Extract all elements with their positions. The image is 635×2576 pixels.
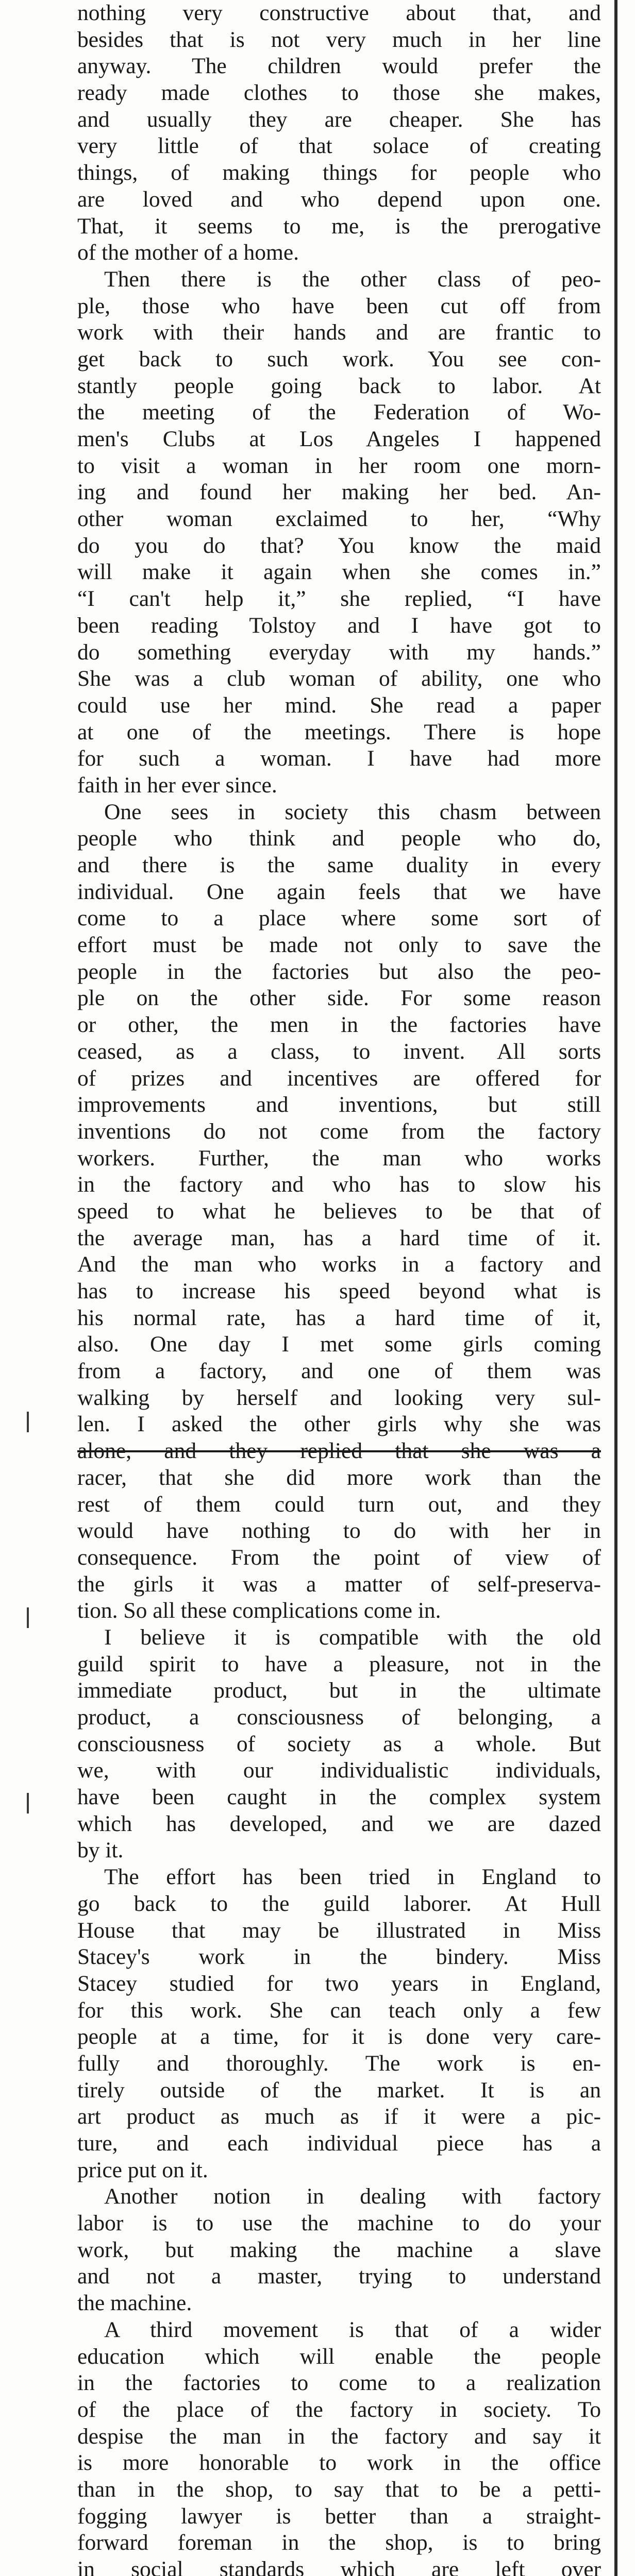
article-text-line: would have nothing to do with her in — [77, 1518, 601, 1544]
article-text-line: get back to such work. You see con- — [77, 346, 601, 371]
article-text-line: inventions do not come from the factory — [77, 1118, 601, 1144]
article-text-line: could use her mind. She read a paper — [77, 692, 601, 718]
article-text-line: we, with our individualistic individuals, — [77, 1758, 601, 1783]
article-text-line: improvements and inventions, but still — [77, 1092, 601, 1117]
article-text-line: by it. — [77, 1838, 124, 1863]
article-text-line: do something everyday with my hands.” — [77, 639, 601, 665]
article-text-line: ple on the other side. For some reason — [77, 986, 601, 1011]
article-text-line: are loved and who depend upon one. — [77, 187, 601, 212]
article-text-line: fogging lawyer is better than a straight- — [77, 2503, 601, 2529]
article-text-line: do you do that? You know the maid — [77, 533, 601, 558]
article-text-line: speed to what he believes to be that of — [77, 1198, 601, 1224]
article-text-line: Another notion in dealing with factory — [104, 2184, 601, 2209]
article-text-line: alone, and they replied that she was a — [77, 1438, 601, 1464]
article-text-line: for such a woman. I have had more — [77, 746, 601, 771]
article-text-line: people at a time, for it is done very care- — [77, 2024, 601, 2049]
article-text-line: work, but making the machine a slave — [77, 2237, 601, 2262]
article-text-line: ple, those who have been cut off from — [77, 293, 601, 318]
article-text-line: the girls it was a matter of self-preserva- — [77, 1571, 601, 1597]
article-text-line: racer, that she did more work than the — [77, 1465, 601, 1490]
article-text-line: of the mother of a home. — [77, 240, 299, 265]
article-text-line: art product as much as if it were a pic- — [77, 2104, 601, 2129]
article-text-line: consciousness of society as a whole. But — [77, 1731, 601, 1756]
article-text-line: the meeting of the Federation of Wo- — [77, 400, 601, 425]
article-text-line: forward foreman in the shop, is to bring — [77, 2530, 601, 2555]
article-text-line: House that may be illustrated in Miss — [77, 1918, 601, 1943]
article-text-line: walking by herself and looking very sul- — [77, 1385, 601, 1410]
article-text-line: his normal rate, has a hard time of it, — [77, 1305, 601, 1330]
article-text-line: Stacey's work in the bindery. Miss — [77, 1944, 601, 1970]
article-text-line: stantly people going back to labor. At — [77, 373, 601, 398]
article-text-line: labor is to use the machine to do your — [77, 2211, 601, 2236]
article-text-line: ing and found her making her bed. An- — [77, 480, 601, 505]
article-text-line: fully and thoroughly. The work is en- — [77, 2050, 601, 2076]
article-text-line: “I can't help it,” she replied, “I have — [77, 586, 601, 612]
article-text-line: tirely outside of the market. It is an — [77, 2077, 601, 2103]
article-text-line: Stacey studied for two years in England, — [77, 1971, 601, 1996]
article-text-line: at one of the meetings. There is hope — [77, 719, 601, 744]
article-text-line: One sees in society this chasm between — [104, 799, 601, 824]
article-text-line: and usually they are cheaper. She has — [77, 107, 601, 132]
article-text-line: have been caught in the complex system — [77, 1785, 601, 1810]
article-text-line: effort must be made not only to save the — [77, 933, 601, 958]
margin-mark — [27, 1793, 29, 1814]
article-text-line: despise the man in the factory and say it — [77, 2424, 601, 2449]
article-text-line: ready made clothes to those she makes, — [77, 80, 601, 106]
article-text-line: very little of that solace of creating — [77, 133, 601, 159]
article-text-line: to visit a woman in her room one morn- — [77, 453, 601, 478]
article-text-line: is more honorable to work in the office — [77, 2450, 601, 2476]
article-text-line: education which will enable the people — [77, 2344, 601, 2369]
article-text-line: people who think and people who do, — [77, 826, 601, 851]
article-text-line: guild spirit to have a pleasure, not in the — [77, 1651, 601, 1676]
article-text-line: in the factories to come to a realization — [77, 2370, 601, 2396]
article-text-line: been reading Tolstoy and I have got to — [77, 613, 601, 638]
article-text-line: the average man, has a hard time of it. — [77, 1225, 601, 1250]
article-text-line: work with their hands and are frantic to — [77, 320, 601, 345]
article-text-line: of prizes and incentives are offered for — [77, 1065, 601, 1091]
article-text-line: nothing very constructive about that, and — [77, 1, 601, 25]
article-text-line: workers. Further, the man who works — [77, 1145, 601, 1171]
article-text-line: The effort has been tried in England to — [104, 1865, 601, 1890]
article-text-line: tion. So all these complications come in. — [77, 1598, 441, 1623]
article-text-line: product, a consciousness of belonging, a — [77, 1705, 601, 1730]
article-text-line: things, of making things for people who — [77, 160, 601, 185]
article-text-line: I believe it is compatible with the old — [104, 1624, 601, 1650]
article-text-line: Then there is the other class of peo- — [104, 266, 601, 292]
article-text-line: other woman exclaimed to her, “Why — [77, 506, 601, 532]
article-text-line: men's Clubs at Los Angeles I happened — [77, 427, 601, 451]
article-text-line: ture, and each individual piece has a — [77, 2131, 601, 2156]
article-text-line: A third movement is that of a wider — [104, 2317, 601, 2342]
article-text-line: in social standards which are left over — [77, 2557, 601, 2576]
article-text-line: price put on it. — [77, 2157, 208, 2182]
article-text-line: of the place of the factory in society. To — [77, 2397, 601, 2422]
article-text-line: len. I asked the other girls why she was — [77, 1412, 601, 1437]
article-text-line: for this work. She can teach only a few — [77, 1997, 601, 2023]
article-text-line: and there is the same duality in every — [77, 853, 601, 877]
article-text-line: go back to the guild laborer. At Hull — [77, 1891, 601, 1916]
article-text-line: and not a master, trying to understand — [77, 2264, 601, 2289]
article-text-line: come to a place where some sort of — [77, 906, 601, 931]
article-text-line: immediate product, but in the ultimate — [77, 1678, 601, 1703]
article-text-line: individual. One again feels that we have — [77, 879, 601, 904]
article-text-line: than in the shop, to say that to be a petti- — [77, 2477, 601, 2502]
column-rule-right — [614, 0, 617, 2576]
article-text-line: rest of them could turn out, and they — [77, 1492, 601, 1517]
article-text-line: has to increase his speed beyond what is — [77, 1279, 601, 1303]
article-text-line: in the factory and who has to slow his — [77, 1172, 601, 1197]
margin-mark — [27, 1607, 29, 1628]
article-text-line: the machine. — [77, 2291, 192, 2316]
article-text-line: or other, the men in the factories have — [77, 1012, 601, 1038]
article-text-line: And the man who works in a factory and — [77, 1252, 601, 1277]
article-text-line: which has developed, and we are dazed — [77, 1811, 601, 1836]
article-text-line: That, it seems to me, is the prerogative — [77, 213, 601, 239]
article-text-line: besides that is not very much in her line — [77, 27, 601, 52]
article-text-line: consequence. From the point of view of — [77, 1545, 601, 1570]
article-text-line: faith in her ever since. — [77, 772, 277, 798]
article-text-line: also. One day I met some girls coming — [77, 1332, 601, 1357]
article-text-line: ceased, as a class, to invent. All sorts — [77, 1039, 601, 1064]
article-text-line: from a factory, and one of them was — [77, 1359, 601, 1384]
article-text-line: anyway. The children would prefer the — [77, 54, 601, 79]
margin-mark — [27, 1412, 29, 1432]
article-text-line: people in the factories but also the peo- — [77, 959, 601, 984]
article-column — [77, 0, 601, 2576]
article-text-line: will make it again when she comes in.” — [77, 560, 601, 585]
article-text-line: She was a club woman of ability, one who — [77, 666, 601, 691]
